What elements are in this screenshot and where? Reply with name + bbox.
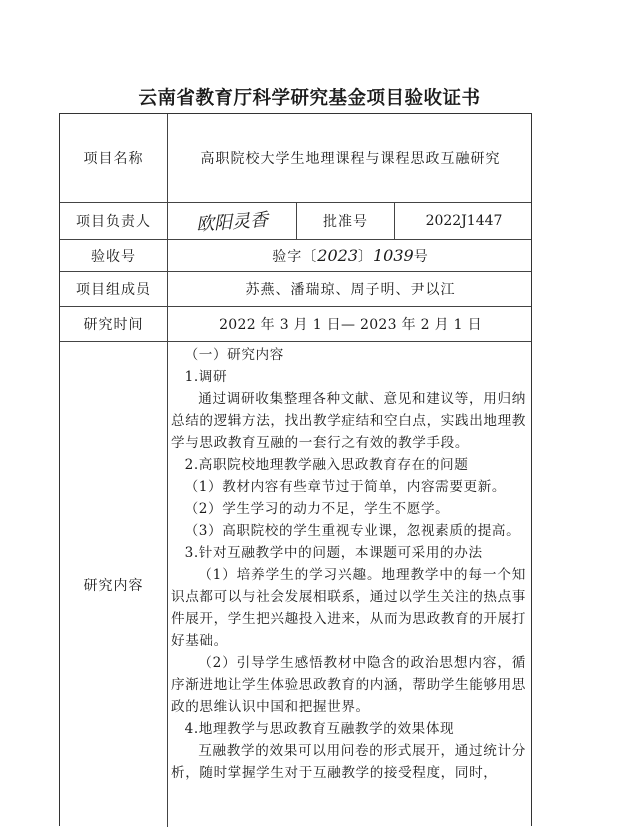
content-paragraph: （1）教材内容有些章节过于简单，内容需要更新。 — [184, 479, 507, 495]
acceptance-number-handwritten: 1039 — [373, 246, 414, 265]
content-paragraph: 互融教学的效果可以用问卷的形式展开，通过统计分析，随时掌握学生对于互融教学的接受程度，同时， — [171, 743, 526, 781]
acceptance-year-handwritten: 2023 — [317, 246, 358, 265]
period-value: 2022 年 3 月 1 日— 2023 年 2 月 1 日 — [219, 317, 482, 333]
project-name-label: 项目名称 — [83, 151, 144, 167]
certificate-title: 云南省教育厅科学研究基金项目验收证书 — [138, 88, 481, 109]
acceptance-bracket: 〕 — [358, 248, 373, 265]
approval-number: 2022J1447 — [425, 213, 503, 229]
acceptance-suffix: 号 — [413, 248, 429, 265]
content-paragraph: 通过调研收集整理各种文献、意见和建议等，用归纳总结的逻辑方法，找出教学症结和空白点，实践出地理教学与思政教育互融的一套行之有效的教学手段。 — [171, 391, 526, 451]
acceptance-label: 验收号 — [91, 248, 136, 265]
research-content — [171, 344, 526, 784]
content-paragraph: （2）引导学生感悟教材中隐含的政治思想内容，循序渐进地让学生体验思政教育的内涵，帮助学生能够用思政的思维认识中国和把握世界。 — [171, 655, 526, 715]
members-label: 项目组成员 — [76, 282, 151, 298]
content-paragraph: （3）高职院校的学生重视专业课，忽视素质的提高。 — [184, 523, 521, 539]
acceptance-prefix: 验字〔 — [272, 248, 318, 265]
content-section: 3.针对互融教学中的问题，本课题可采用的办法 — [184, 545, 483, 561]
project-name-value: 高职院校大学生地理课程与课程思政互融研究 — [200, 151, 501, 167]
period-label: 研究时间 — [83, 317, 144, 333]
content-section: 4.地理教学与思政教育互融教学的效果体现 — [184, 721, 455, 737]
content-section: 1.调研 — [184, 369, 228, 385]
content-paragraph: （1）培养学生的学习兴趣。地理教学中的每一个知识点都可以与社会发展相联系，通过以学生关注的热点事件展开，学生把兴趣投入进来，从而为思政教育的开展打好基础。 — [171, 567, 526, 649]
handwritten-signature: 欧阳灵香 — [195, 209, 269, 236]
content-label: 研究内容 — [83, 577, 144, 594]
content-heading: （一）研究内容 — [184, 347, 284, 363]
approval-label: 批准号 — [323, 214, 368, 230]
leader-signature — [168, 203, 296, 239]
certificate-table — [59, 113, 532, 826]
members-value: 苏燕、潘瑞琼、周子明、尹以江 — [245, 282, 456, 298]
acceptance-number — [168, 240, 533, 271]
content-section: 2.高职院校地理教学融入思政教育存在的问题 — [184, 457, 469, 473]
leader-label: 项目负责人 — [76, 214, 151, 230]
content-paragraph: （2）学生学习的动力不足，学生不愿学。 — [184, 501, 450, 517]
